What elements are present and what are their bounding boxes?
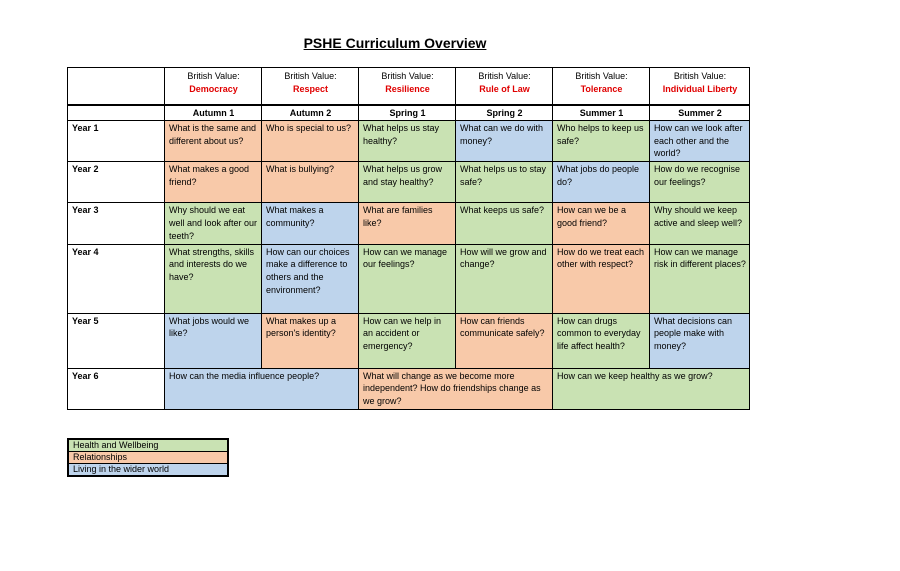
- british-value-header: [359, 68, 456, 106]
- legend-item-health-and-wellbeing: Health and Wellbeing: [68, 439, 228, 452]
- topic-cell: What makes up a person's identity?: [262, 313, 359, 368]
- topic-cell: What helps us to stay safe?: [456, 162, 553, 203]
- british-value-respect: Respect: [292, 83, 328, 94]
- topic-cell: Who is special to us?: [262, 120, 359, 161]
- curriculum-table: [67, 67, 750, 410]
- topic-cell: What is bullying?: [262, 162, 359, 203]
- british-value-label: British Value:: [381, 71, 434, 81]
- topic-cell: What helps us stay healthy?: [359, 120, 456, 161]
- topic-cell: What jobs would we like?: [165, 313, 262, 368]
- british-value-header: [262, 68, 359, 106]
- topic-cell: What can we do with money?: [456, 120, 553, 161]
- british-value-individual-liberty: Individual Liberty: [662, 83, 738, 94]
- topic-cell: How can we be a good friend?: [553, 203, 650, 244]
- year-label: Year 1: [68, 120, 165, 161]
- term-header-spring-2: Spring 2: [456, 105, 553, 120]
- legend: [67, 438, 229, 477]
- corner-cell: [68, 105, 165, 120]
- topic-cell: What decisions can people make with money?: [650, 313, 750, 368]
- topic-cell: How can drugs common to everyday life affect health?: [553, 313, 650, 368]
- british-value-label: British Value:: [575, 71, 628, 81]
- topic-cell: How can we help in an accident or emergency?: [359, 313, 456, 368]
- year-row: [68, 162, 750, 203]
- british-value-rule-of-law: Rule of Law: [479, 83, 530, 94]
- british-value-header: [553, 68, 650, 106]
- topic-cell: What strengths, skills and interests do we have?: [165, 244, 262, 313]
- term-header-spring-1: Spring 1: [359, 105, 456, 120]
- british-value-tolerance: Tolerance: [580, 83, 623, 94]
- topic-cell: How can we manage risk in different places?: [650, 244, 750, 313]
- british-value-label: British Value:: [187, 71, 240, 81]
- year-row: [68, 368, 750, 409]
- corner-cell: [68, 68, 165, 106]
- british-value-label: British Value:: [284, 71, 337, 81]
- year-label: Year 2: [68, 162, 165, 203]
- british-value-democracy: Democracy: [189, 83, 238, 94]
- topic-cell: Who helps to keep us safe?: [553, 120, 650, 161]
- topic-cell: What jobs do people do?: [553, 162, 650, 203]
- page-title: PSHE Curriculum Overview: [303, 35, 487, 51]
- terms-row: [68, 105, 750, 120]
- year-row: [68, 203, 750, 244]
- year-row: [68, 313, 750, 368]
- british-value-label: British Value:: [478, 71, 531, 81]
- term-header-autumn-1: Autumn 1: [165, 105, 262, 120]
- year-label: Year 6: [68, 368, 165, 409]
- topic-cell: Why should we keep active and sleep well?: [650, 203, 750, 244]
- british-value-header: [456, 68, 553, 106]
- topic-cell: What helps us grow and stay healthy?: [359, 162, 456, 203]
- british-value-label: British Value:: [673, 71, 727, 81]
- term-header-summer-2: Summer 2: [650, 105, 750, 120]
- topic-cell: How can friends communicate safely?: [456, 313, 553, 368]
- british-value-resilience: Resilience: [385, 83, 430, 94]
- british-values-row: [68, 68, 750, 106]
- topic-cell: How do we treat each other with respect?: [553, 244, 650, 313]
- term-header-autumn-2: Autumn 2: [262, 105, 359, 120]
- topic-cell: How can we look after each other and the world?: [650, 120, 750, 161]
- term-header-summer-1: Summer 1: [553, 105, 650, 120]
- topic-cell: What are families like?: [359, 203, 456, 244]
- year-row: [68, 120, 750, 161]
- topic-cell: What makes a good friend?: [165, 162, 262, 203]
- topic-cell: What keeps us safe?: [456, 203, 553, 244]
- legend-item-living-in-the-wider-world: Living in the wider world: [68, 464, 228, 477]
- year-label: Year 3: [68, 203, 165, 244]
- british-value-header: [165, 68, 262, 106]
- topic-cell: How can we manage our feelings?: [359, 244, 456, 313]
- topic-cell: How can our choices make a difference to others and the environment?: [262, 244, 359, 313]
- topic-cell: How can we keep healthy as we grow?: [553, 368, 750, 409]
- topic-cell: How can the media influence people?: [165, 368, 359, 409]
- topic-cell: How do we recognise our feelings?: [650, 162, 750, 203]
- year-label: Year 5: [68, 313, 165, 368]
- legend-item-relationships: Relationships: [68, 452, 228, 464]
- topic-cell: What makes a community?: [262, 203, 359, 244]
- british-value-header: [650, 68, 750, 106]
- topic-cell: What will change as we become more independent? How do friendships change as we grow?: [359, 368, 553, 409]
- topic-cell: Why should we eat well and look after our teeth?: [165, 203, 262, 244]
- topic-cell: How will we grow and change?: [456, 244, 553, 313]
- year-row: [68, 244, 750, 313]
- topic-cell: What is the same and different about us?: [165, 120, 262, 161]
- year-label: Year 4: [68, 244, 165, 313]
